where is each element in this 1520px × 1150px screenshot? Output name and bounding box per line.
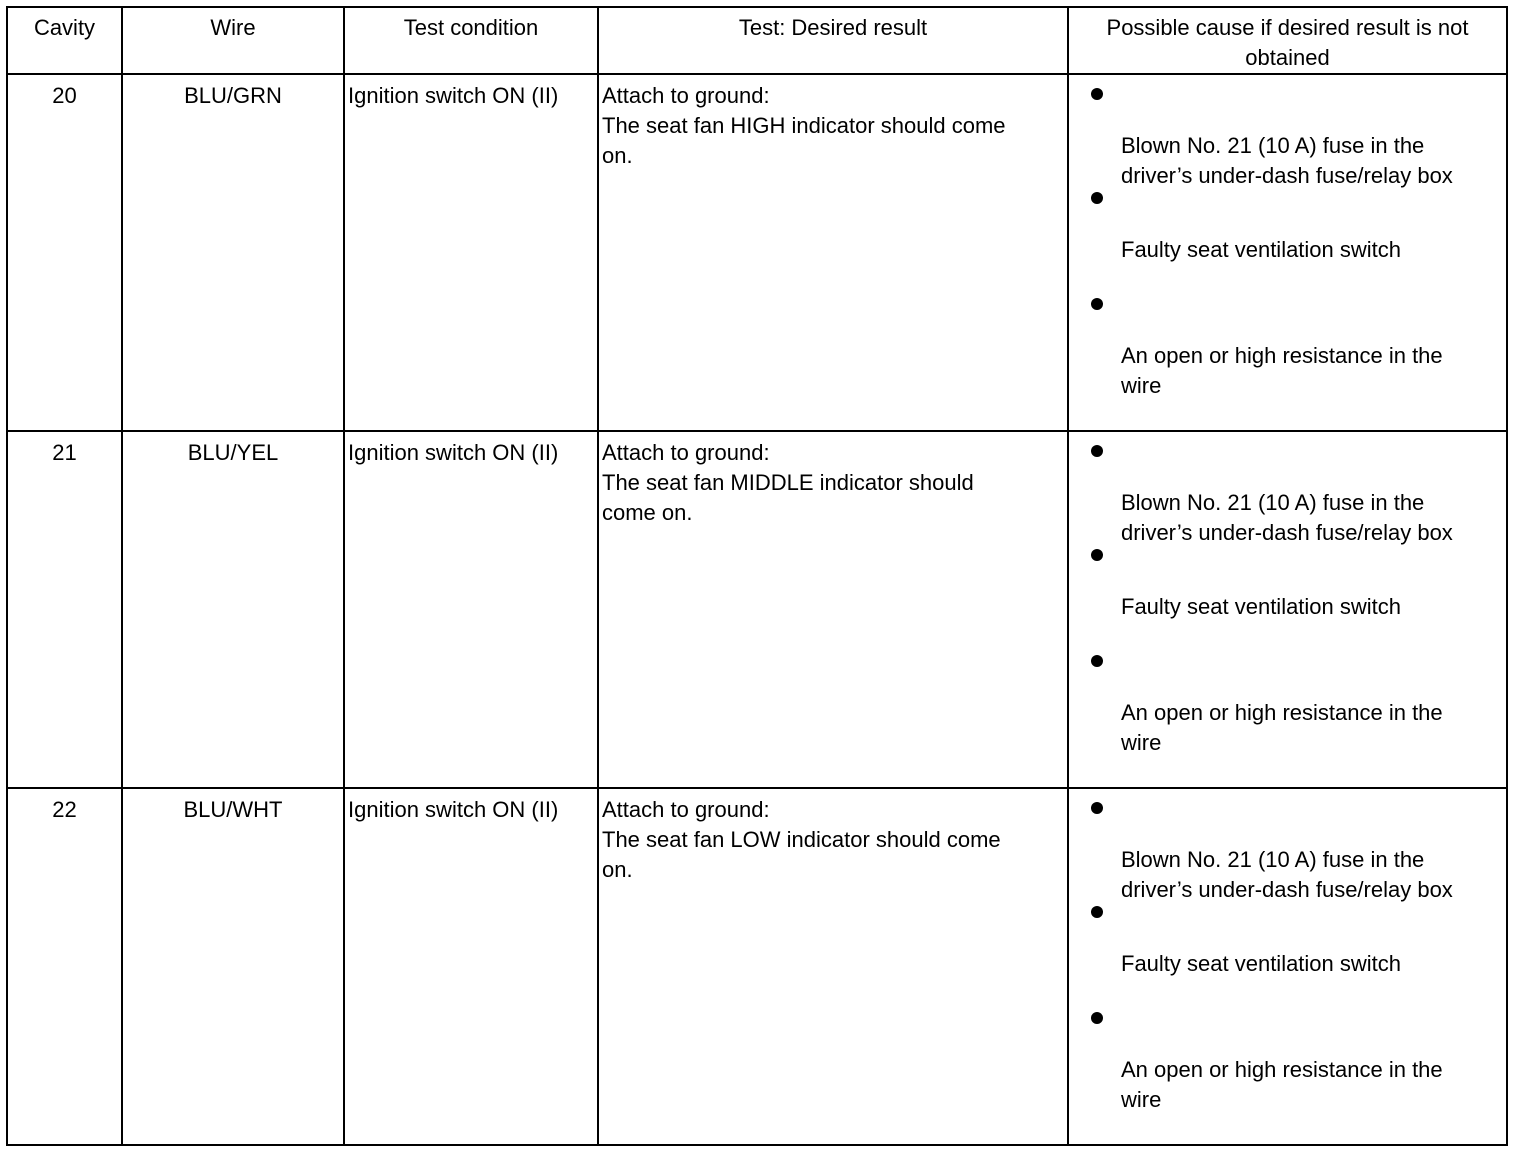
cavity-cell: 22 — [7, 788, 122, 1145]
header-desired-result: Test: Desired result — [598, 7, 1068, 74]
cavity-cell: 20 — [7, 74, 122, 431]
bullet-icon — [1091, 192, 1103, 204]
test-condition-cell: Ignition switch ON (II) — [344, 431, 598, 788]
cause-item: Faulty seat ventilation switch — [1069, 179, 1506, 285]
cause-item: Blown No. 21 (10 A) fuse in the driver’s under-dash fuse/relay box — [1069, 75, 1506, 179]
table-row — [7, 431, 1507, 788]
desired-result-cell: Attach to ground: The seat fan LOW indicator should come on. — [598, 788, 1068, 1145]
bullet-icon — [1091, 445, 1103, 457]
desired-result-cell: Attach to ground: The seat fan MIDDLE indicator should come on. — [598, 431, 1068, 788]
wire-cell: BLU/GRN — [122, 74, 344, 431]
wire-cell: BLU/WHT — [122, 788, 344, 1145]
header-row — [7, 7, 1507, 74]
header-test-condition: Test condition — [344, 7, 598, 74]
table-row — [7, 788, 1507, 1145]
cause-item: Blown No. 21 (10 A) fuse in the driver’s under-dash fuse/relay box — [1069, 789, 1506, 893]
header-wire: Wire — [122, 7, 344, 74]
bullet-icon — [1091, 298, 1103, 310]
bullet-icon — [1091, 802, 1103, 814]
bullet-icon — [1091, 88, 1103, 100]
header-possible-cause: Possible cause if desired result is not obtained — [1068, 7, 1507, 74]
cause-item: Faulty seat ventilation switch — [1069, 536, 1506, 642]
cavity-cell: 21 — [7, 431, 122, 788]
possible-cause-cell — [1068, 431, 1507, 788]
cause-item: An open or high resistance in the wire — [1069, 642, 1506, 748]
cause-item: An open or high resistance in the wire — [1069, 285, 1506, 391]
cause-item: Blown No. 21 (10 A) fuse in the driver’s under-dash fuse/relay box — [1069, 432, 1506, 536]
table-row — [7, 74, 1507, 431]
bullet-icon — [1091, 906, 1103, 918]
cause-item: An open or high resistance in the wire — [1069, 999, 1506, 1105]
test-condition-cell: Ignition switch ON (II) — [344, 74, 598, 431]
possible-cause-cell — [1068, 788, 1507, 1145]
wire-cell: BLU/YEL — [122, 431, 344, 788]
bullet-icon — [1091, 549, 1103, 561]
desired-result-cell: Attach to ground: The seat fan HIGH indicator should come on. — [598, 74, 1068, 431]
possible-cause-cell — [1068, 74, 1507, 431]
cause-item: Faulty seat ventilation switch — [1069, 893, 1506, 999]
diagnostic-table — [6, 6, 1508, 1146]
bullet-icon — [1091, 1012, 1103, 1024]
test-condition-cell: Ignition switch ON (II) — [344, 788, 598, 1145]
header-cavity: Cavity — [7, 7, 122, 74]
bullet-icon — [1091, 655, 1103, 667]
